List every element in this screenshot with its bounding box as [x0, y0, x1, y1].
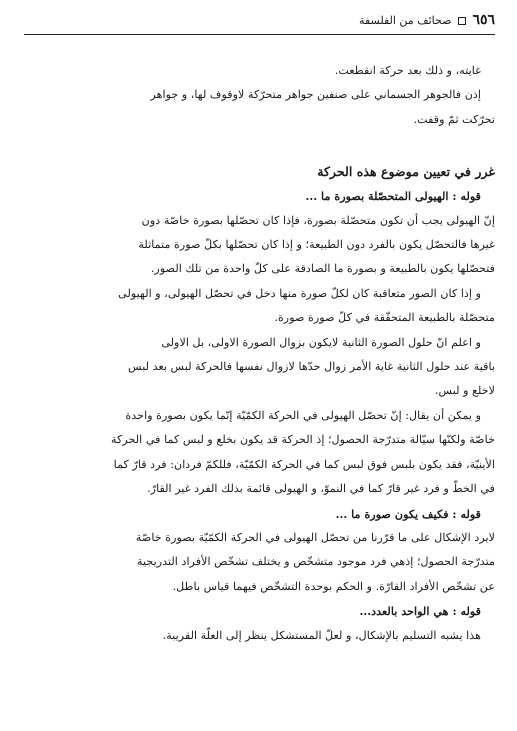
text-line: الأينيّة، فقد يكون بلبس فوق لبس كما في الحركة الكمّيّة، فللكمّ فردان: فرد قارّ كما — [113, 457, 495, 471]
page-number: ٦٥٦ — [472, 12, 495, 28]
book-page — [24, 12, 495, 723]
text-line: هذا يشبه التسليم بالإشكال، و لعلّ المستشكل ينظر إلى العلّة القريبة. — [162, 628, 481, 642]
page-body — [24, 59, 495, 648]
text-line: لاخلع و لبس. — [434, 384, 495, 398]
running-title: صحائف من الفلسفة — [359, 14, 452, 27]
text-line: غيرها فالتحصّل يكون بالفرد دون الطبيعة؛ و إذا كان تحصّلها بكلّ صورة متماثلة — [138, 238, 495, 252]
text-line: و يمكن أن يقال: إنّ تحصّل الهيولى في الحركة الكمّيّة إنّما يكون بصورة واحدة — [125, 408, 481, 422]
text-line: خاصّة ولكنّها سيّالة متدرّجة الحصول؛ إذ الحركة قد يكون بخلع و لبس كما في الحركة — [111, 433, 495, 447]
text-line: إنّ الهيولى يجب أن تكون متحصّلة بصورة، فإذا كان تحصّلها بصورة خاصّة دون — [141, 213, 495, 227]
text-line: متحصّلة بالطبيعة المتحقّقة في كلّ صورة صورة. — [274, 311, 495, 325]
text-line: و اعلم انّ حلول الصورة الثانية لايكون بزوال الصورة الاولى، بل الاولى — [161, 335, 481, 349]
text-line: باقية عند حلول الثانية غاية الأمر زوال حدّها لازوال نفسها فالحركة لبس بعد لبس — [128, 360, 495, 374]
quote-line: قوله : هي الواحد بالعدد... — [359, 604, 481, 619]
section-heading: غرر في تعيين موضوع هذه الحركة — [317, 164, 495, 180]
text-line: غايته، و ذلك بعد حركة انقطعت. — [334, 64, 481, 77]
header-title — [359, 12, 495, 28]
text-line: عن تشخّص الأفراد القارّة. و الحكم بوحدة التشخّص فيهما قياس باطل. — [172, 579, 495, 593]
text-line: إذن فالجوهر الجسماني على صنفين جواهر متحرّكة لاوقوف لها، و جواهر — [150, 88, 481, 102]
square-separator-icon — [458, 17, 466, 25]
text-line: لايرد الإشكال على ما قرّرنا من تحصّل الهيولى في الحركة الكمّيّة بصورة خاصّة — [135, 530, 495, 544]
quote-line: قوله : فكيف يكون صورة ما ... — [335, 506, 481, 521]
text-line: فتحصّلها يكون بالطبيعة و بصورة ما الصادقة على كلّ واحدة من تلك الصور. — [150, 262, 495, 276]
text-line: تحرّكت ثمّ وقفت. — [413, 112, 495, 126]
text-line: و إذا كان الصور متعاقبة كان لكلّ صورة منها دخل في تحصّل الهيولى، و الهيولى — [118, 286, 481, 300]
text-line: في الخطّ و فرد غير قارّ كما في النموّ، و الهيولى قائمة بذلك الفرد غير القارّ. — [147, 482, 495, 496]
page-header — [24, 12, 495, 35]
quote-line: قوله : الهيولى المتحصّلة بصورة ما ... — [305, 189, 481, 204]
text-line: متدرّجة الحصول؛ إذهي فرد موجود متشخّص و يختلف تشخّص الأفراد التدريجية — [137, 555, 495, 569]
